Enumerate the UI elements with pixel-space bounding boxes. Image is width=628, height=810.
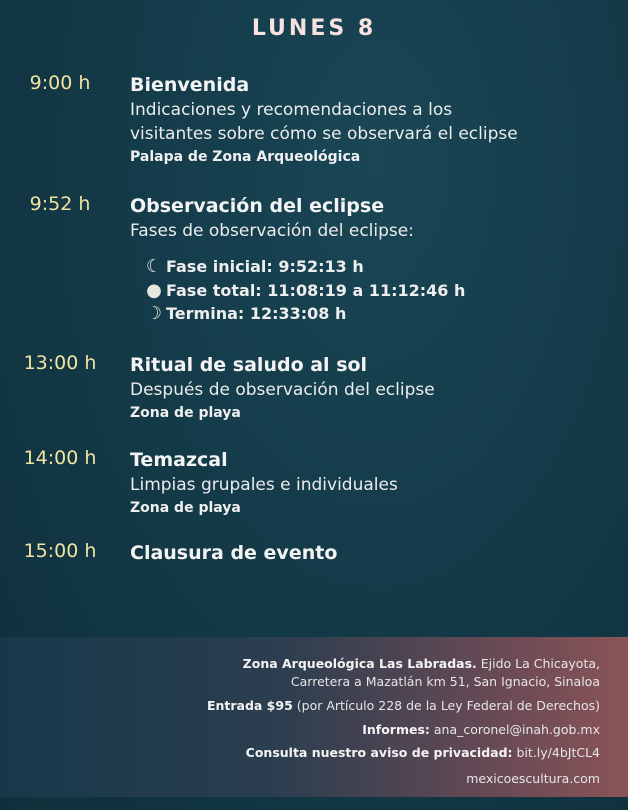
event-description: visitantes sobre cómo se observará el eclipse	[130, 124, 518, 144]
entry-note: (por Artículo 228 de la Ley Federal de Derechos)	[292, 698, 600, 713]
event-location: Zona de playa	[130, 405, 241, 421]
venue-address: Ejido La Chicayota,	[476, 656, 600, 671]
entry-price: Entrada $95	[206, 698, 293, 713]
entry-line	[207, 697, 600, 715]
info-label: Informes:	[362, 722, 430, 737]
phase-text: Fase total: 11:08:19 a 11:12:46 h	[166, 280, 466, 300]
event-description: Fases de observación del eclipse:	[130, 221, 414, 241]
event-title: Observación del eclipse	[130, 195, 385, 217]
event-description: Indicaciones y recomendaciones a los	[130, 100, 453, 120]
website-link[interactable]: mexicoescultura.com	[466, 771, 600, 786]
event-description: Después de observación del eclipse	[130, 380, 435, 400]
event-time: 14:00 h	[23, 447, 97, 469]
waning-moon-icon: ☽	[145, 303, 163, 324]
event-title: Clausura de evento	[130, 542, 338, 564]
privacy-line	[246, 744, 600, 762]
phase-item	[144, 279, 620, 303]
footer-info	[0, 637, 628, 797]
event-time: 15:00 h	[23, 540, 97, 562]
address-line: Carretera a Mazatlán km 51, San Ignacio, Sinaloa	[290, 674, 600, 689]
phase-item	[144, 255, 620, 279]
info-email[interactable]: ana_coronel@inah.gob.mx	[429, 722, 600, 737]
event-location: Zona de playa	[130, 500, 241, 516]
info-line	[362, 721, 600, 739]
event-title: Ritual de saludo al sol	[130, 354, 368, 376]
day-title: LUNES 8	[251, 16, 377, 41]
privacy-link[interactable]: bit.ly/4bJtCL4	[512, 745, 600, 760]
phase-text: Fase inicial: 9:52:13 h	[166, 257, 364, 276]
privacy-label: Consulta nuestro aviso de privacidad:	[245, 745, 513, 760]
venue-line	[243, 655, 600, 673]
event-title: Bienvenida	[130, 74, 250, 96]
full-moon-icon: ●	[146, 279, 162, 301]
event-time: 13:00 h	[23, 352, 97, 374]
venue-name: Zona Arqueológica Las Labradas.	[242, 656, 477, 671]
event-time: 9:00 h	[29, 72, 91, 94]
event-location: Palapa de Zona Arqueológica	[130, 149, 361, 165]
event-time: 9:52 h	[29, 193, 91, 215]
event-title: Temazcal	[130, 449, 228, 471]
crescent-moon-icon: ☾	[145, 256, 163, 277]
event-description: Limpias grupales e individuales	[130, 475, 398, 495]
phase-text: Termina: 12:33:08 h	[166, 304, 347, 323]
phase-item	[144, 302, 620, 326]
